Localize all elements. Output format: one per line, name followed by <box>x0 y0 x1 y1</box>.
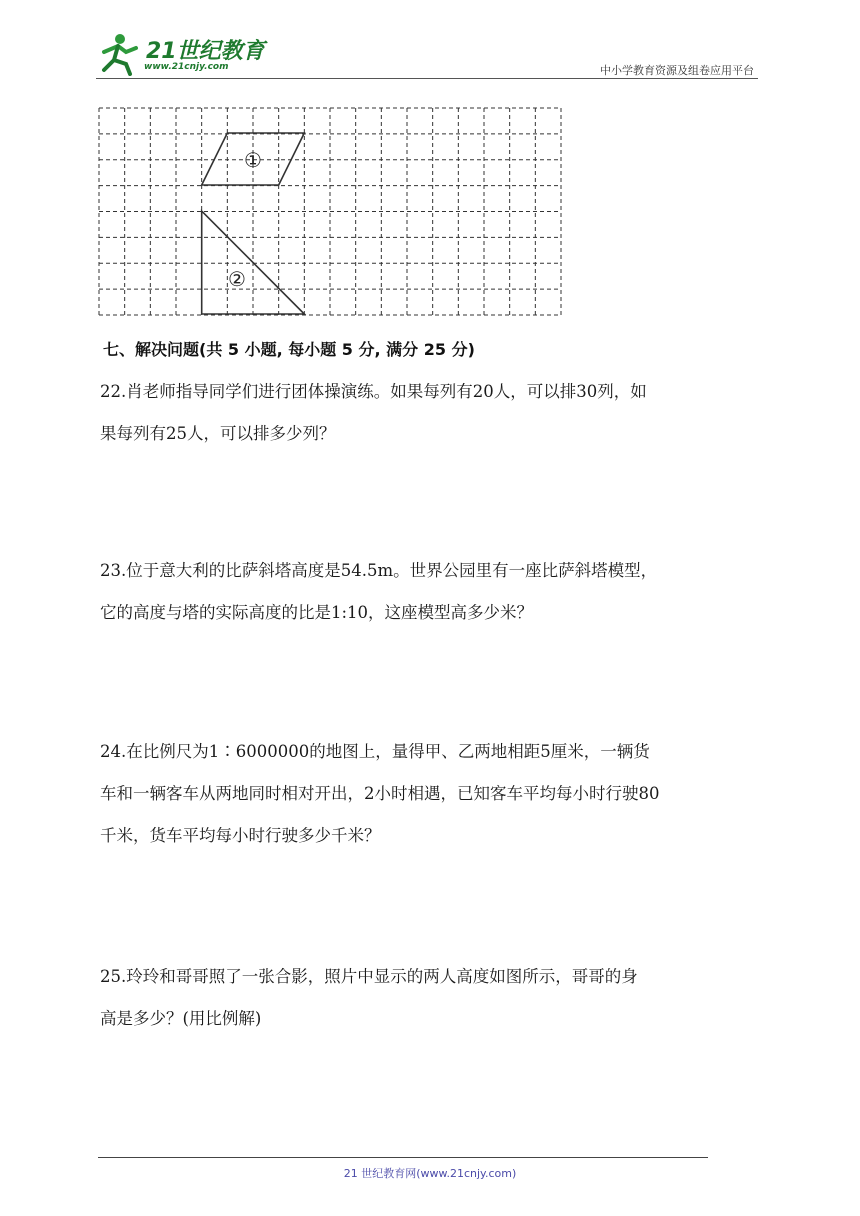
question-number: 22. <box>100 382 127 401</box>
logo-url: www.21cnjy.com <box>144 62 229 72</box>
grid-figure <box>98 107 564 317</box>
shape1-label: ① <box>244 148 262 172</box>
question-number: 25. <box>100 967 127 986</box>
header-tagline: 中小学教育资源及组卷应用平台 <box>600 64 754 77</box>
question-line: 高是多少？(用比例解) <box>100 1009 262 1028</box>
question-line <box>100 731 770 773</box>
question-line <box>100 371 770 413</box>
page-header <box>96 30 758 80</box>
shape2-label: ② <box>228 267 246 291</box>
question-text: 在比例尺为1∶6000000的地图上，量得甲、乙两地相距5厘米，一辆货 <box>126 742 650 761</box>
grid-lines <box>99 108 561 315</box>
question-24 <box>100 731 770 857</box>
question-23 <box>100 550 770 634</box>
section-title: 七、解决问题(共 5 小题, 每小题 5 分, 满分 25 分) <box>103 340 475 359</box>
footer-rule <box>98 1157 708 1158</box>
question-text: 玲玲和哥哥照了一张合影，照片中显示的两人高度如图所示，哥哥的身 <box>126 967 638 986</box>
question-text: 肖老师指导同学们进行团体操演练。如果每列有20人，可以排30列，如 <box>126 382 647 401</box>
logo-text: 21世纪教育 <box>146 39 265 64</box>
question-line: 果每列有25人，可以排多少列？ <box>100 424 336 443</box>
question-number: 24. <box>100 742 127 761</box>
question-line <box>100 550 770 592</box>
question-line: 千米，货车平均每小时行驶多少千米？ <box>100 826 381 845</box>
logo <box>96 30 266 78</box>
question-line: 它的高度与塔的实际高度的比是1:10，这座模型高多少米？ <box>100 603 534 622</box>
header-rule <box>96 78 758 79</box>
question-line: 车和一辆客车从两地同时相对开出，2小时相遇，已知客车平均每小时行驶80 <box>100 784 660 803</box>
footer-text: 21 世纪教育网(www.21cnjy.com) <box>343 1167 517 1180</box>
question-number: 23. <box>100 561 127 580</box>
question-22 <box>100 371 770 455</box>
runner-logo-icon <box>96 32 144 76</box>
question-line <box>100 956 770 998</box>
question-text: 位于意大利的比萨斜塔高度是54.5m。世界公园里有一座比萨斜塔模型， <box>126 561 658 580</box>
question-25 <box>100 956 770 1040</box>
